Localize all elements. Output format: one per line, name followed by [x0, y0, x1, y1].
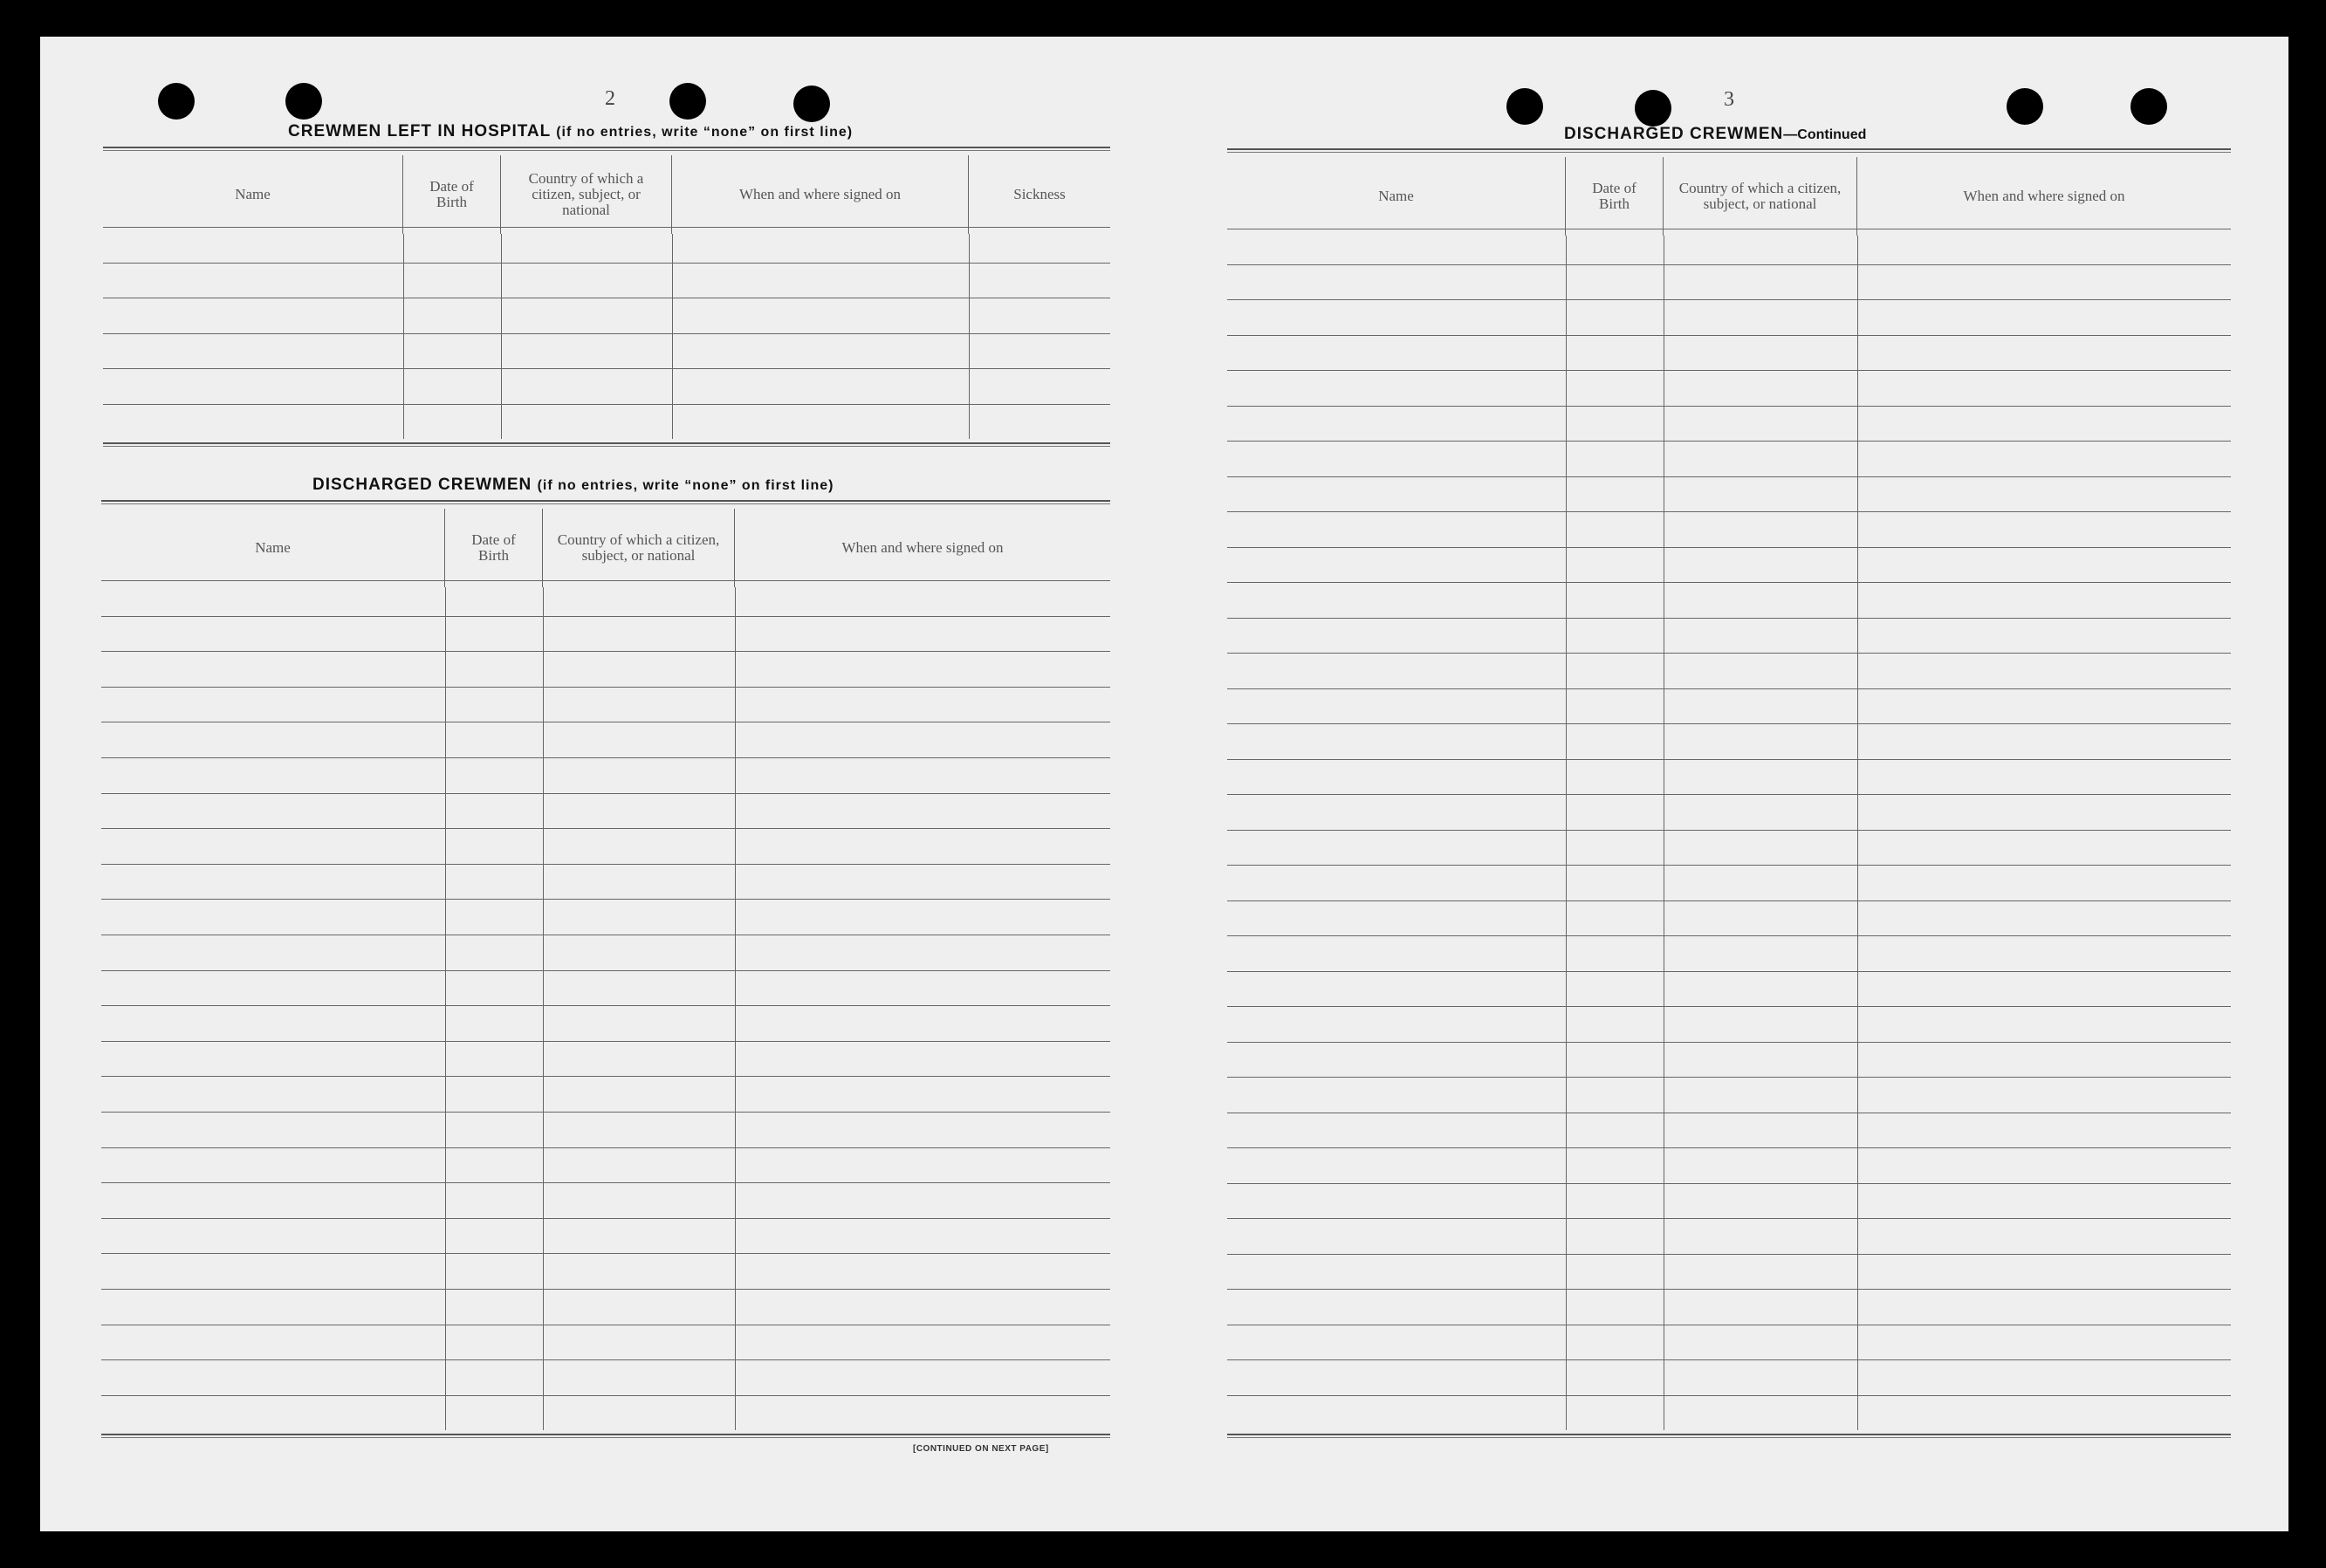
bottom-rule — [103, 442, 1110, 447]
discharged-continued-text: DISCHARGED CREWMEN — [1564, 125, 1784, 143]
table-row — [101, 1359, 1110, 1360]
table-row — [1227, 370, 2231, 371]
table-row — [101, 1041, 1110, 1042]
column-divider — [672, 234, 673, 439]
column-divider — [1566, 236, 1567, 1430]
table-row — [101, 793, 1110, 794]
table-row — [1227, 1395, 2231, 1396]
column-divider — [403, 234, 404, 439]
col-header-date-of-birth: Date of Birth — [1566, 157, 1664, 236]
col-header-signed-on: When and where signed on — [841, 539, 1004, 556]
table-row — [101, 651, 1110, 652]
table-row — [1227, 511, 2231, 512]
col-header-name: Name — [1227, 157, 1566, 236]
table-row — [1227, 618, 2231, 619]
table-row — [101, 1147, 1110, 1148]
punch-hole — [158, 83, 195, 120]
header-separator — [101, 580, 1110, 581]
column-divider — [735, 587, 736, 1430]
column-divider — [1857, 236, 1858, 1430]
punch-hole — [669, 83, 706, 120]
column-divider — [543, 587, 544, 1430]
col-header-signed-on: When and where signed on — [672, 155, 969, 234]
col-header-country: Country of which a citizen, subject, or national — [501, 155, 672, 234]
table-row — [1227, 1359, 2231, 1360]
bottom-rule — [101, 1434, 1110, 1438]
punch-hole — [1506, 88, 1543, 125]
table-row — [101, 1289, 1110, 1290]
page-number-right: 3 — [1724, 88, 1734, 111]
discharged-continued-table — [1227, 148, 2231, 1445]
table-row — [1227, 1077, 2231, 1078]
table-row — [1227, 1006, 2231, 1007]
punch-hole — [1635, 90, 1671, 127]
table-row — [101, 1182, 1110, 1183]
table-row — [101, 1076, 1110, 1077]
table-row — [1227, 971, 2231, 972]
table-row — [1227, 547, 2231, 548]
col-header-country: Country of which a citizen, subject, or national — [543, 509, 735, 587]
table-row — [101, 828, 1110, 829]
table-row — [101, 1218, 1110, 1219]
table-row — [101, 864, 1110, 865]
table-row — [1227, 794, 2231, 795]
page-number-left: 2 — [605, 87, 615, 110]
column-divider — [501, 234, 502, 439]
table-row — [1227, 830, 2231, 831]
table-row — [101, 1112, 1110, 1113]
table-row — [1227, 1254, 2231, 1255]
table-row — [1227, 441, 2231, 442]
col-header-country: Country of which a citizen, subject, or national — [1664, 157, 1857, 236]
col-header-date-of-birth: Date of Birth — [403, 155, 501, 234]
table-row — [103, 368, 1110, 369]
table-row — [1227, 1183, 2231, 1184]
table-row — [1227, 264, 2231, 265]
column-divider — [445, 587, 446, 1430]
table-row — [101, 757, 1110, 758]
table-row — [1227, 759, 2231, 760]
col-header-signed-on: When and where signed on — [1963, 188, 2125, 204]
hospital-section-title — [288, 122, 853, 141]
discharged-section-title — [312, 476, 834, 495]
table-row — [1227, 900, 2231, 901]
table-row — [1227, 476, 2231, 477]
table-row — [101, 687, 1110, 688]
column-divider — [969, 234, 970, 439]
discharged-title-note: (if no entries, write “none” on first line) — [537, 478, 834, 493]
table-row — [101, 1005, 1110, 1006]
table-row — [1227, 723, 2231, 724]
table-row — [1227, 1042, 2231, 1043]
col-header-date-of-birth: Date of Birth — [445, 509, 543, 587]
table-row — [1227, 406, 2231, 407]
table-row — [101, 899, 1110, 900]
table-row — [101, 616, 1110, 617]
discharged-table — [101, 500, 1110, 1440]
bottom-rule — [1227, 1434, 2231, 1438]
table-row — [1227, 688, 2231, 689]
col-header-name: Name — [101, 509, 445, 587]
table-row — [103, 333, 1110, 334]
hospital-title-note: (if no entries, write “none” on first line) — [556, 125, 854, 140]
table-row — [1227, 653, 2231, 654]
table-row — [1227, 1289, 2231, 1290]
table-row — [1227, 299, 2231, 300]
table-row — [1227, 582, 2231, 583]
table-row — [1227, 1147, 2231, 1148]
table-row — [1227, 865, 2231, 866]
punch-hole — [2130, 88, 2167, 125]
discharged-continued-title — [1564, 125, 1866, 144]
punch-hole — [285, 83, 322, 120]
continued-footer: [CONTINUED ON NEXT PAGE] — [913, 1444, 1049, 1454]
table-row — [1227, 935, 2231, 936]
table-row — [101, 1253, 1110, 1254]
hospital-table — [103, 147, 1110, 443]
table-row — [1227, 1218, 2231, 1219]
header-separator — [103, 227, 1110, 228]
table-row — [101, 970, 1110, 971]
table-row — [103, 404, 1110, 405]
col-header-sickness: Sickness — [1013, 186, 1066, 202]
punch-hole — [793, 86, 830, 122]
hospital-title-text: CREWMEN LEFT IN HOSPITAL — [288, 122, 551, 140]
discharged-title-text: DISCHARGED CREWMEN — [312, 476, 532, 494]
table-row — [1227, 335, 2231, 336]
punch-hole — [2007, 88, 2043, 125]
table-row — [101, 1395, 1110, 1396]
table-row — [103, 263, 1110, 264]
col-header-name: Name — [103, 155, 403, 234]
continued-suffix: —Continued — [1783, 127, 1867, 142]
